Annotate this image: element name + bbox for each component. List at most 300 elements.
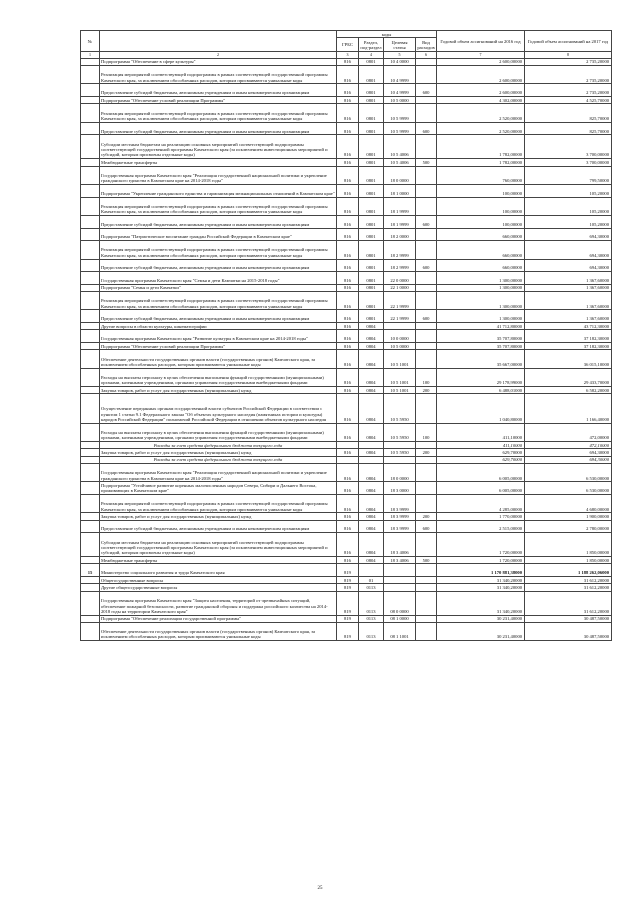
row-target-article: 18 0 0000 [384, 464, 416, 482]
row-number [81, 591, 100, 615]
row-grbs: 816 [337, 122, 359, 135]
row-description: Другие общегосударственные вопросы [100, 584, 337, 591]
row-amount-2017: 3 700,00000 [525, 135, 612, 159]
row-target-article: 18 3 4006 [384, 533, 416, 557]
row-number [81, 584, 100, 591]
row-description: Реализация мероприятий соответствующей подпрограммы в рамках соответствующей государственной программы Камчатского края, за исключением обособленных расходов, которым присваиваются уникальные коды [100, 197, 337, 215]
row-expense-type: 500 [416, 557, 437, 564]
row-section: 0113 [359, 584, 384, 591]
row-amount-2016: 660,00000 [437, 228, 525, 241]
row-target-article: 10 5 9999 [384, 104, 416, 122]
row-target-article: 08 0 0000 [384, 591, 416, 615]
row-grbs: 816 [337, 557, 359, 564]
row-description: Другие вопросы в области культуры, кинематографии [100, 323, 337, 330]
row-section: 0801 [359, 272, 384, 285]
table-row [81, 104, 612, 122]
row-number [81, 284, 100, 291]
row-amount-2016: 1 782,00000 [437, 135, 525, 159]
table-row [81, 482, 612, 495]
row-amount-2017: 6 530,00000 [525, 464, 612, 482]
row-description: Предоставление субсидий бюджетным, автономным учреждениям и иным некоммерческим организациям [100, 259, 337, 272]
row-section: 0801 [359, 197, 384, 215]
row-section: 0801 [359, 310, 384, 323]
row-grbs: 816 [337, 197, 359, 215]
row-expense-type [416, 584, 437, 591]
row-number [81, 323, 100, 330]
row-amount-2016: 4 285,00000 [437, 495, 525, 513]
row-amount-2017: 31 612,20000 [525, 591, 612, 615]
row-number [81, 456, 100, 463]
row-grbs: 819 [337, 591, 359, 615]
row-number [81, 259, 100, 272]
row-amount-2017: 31 612,20000 [525, 584, 612, 591]
row-description: Межбюджетные трансферты [100, 159, 337, 166]
row-number [81, 58, 100, 65]
row-number [81, 197, 100, 215]
row-target-article: 18 1 0000 [384, 184, 416, 197]
row-expense-type [416, 184, 437, 197]
header-grbs: ГРБС [337, 38, 359, 52]
row-amount-2016: 1 300,00000 [437, 292, 525, 310]
row-number [81, 184, 100, 197]
row-amount-2016: 660,00000 [437, 259, 525, 272]
row-number [81, 310, 100, 323]
column-index: 4 [359, 52, 384, 59]
table-row [81, 387, 612, 394]
row-amount-2016: 1 720,00000 [437, 557, 525, 564]
row-section: 0801 [359, 228, 384, 241]
header-name [100, 31, 337, 52]
table-row [81, 449, 612, 456]
row-number [81, 350, 100, 368]
row-amount-2017: 30 487,50000 [525, 615, 612, 622]
row-target-article: 10 5 9999 [384, 122, 416, 135]
table-row [81, 197, 612, 215]
row-description: Предоставление субсидий бюджетным, автономным учреждениям и иным некоммерческим организациям [100, 122, 337, 135]
row-expense-type: 100 [416, 368, 437, 386]
column-index: 3 [337, 52, 359, 59]
row-amount-2016: 1 300,00000 [437, 284, 525, 291]
row-section: 0804 [359, 557, 384, 564]
table-row [81, 330, 612, 343]
row-number [81, 272, 100, 285]
row-grbs: 816 [337, 449, 359, 456]
row-section: 01 [359, 577, 384, 584]
row-expense-type [416, 591, 437, 615]
row-amount-2016: 31 340,20000 [437, 577, 525, 584]
row-grbs: 816 [337, 241, 359, 259]
row-expense-type: 600 [416, 259, 437, 272]
row-amount-2017: 1 188 262,06000 [525, 564, 612, 577]
row-description: Осуществление переданных органам государственной власти субъектов Российской Федерации в соответствии с пунктом 1 статьи 9.1 Федерального закона "Об объектах культурного наследия (памятниках истории и культуры) народов Российской Федерации" полномочий Российской Федерации в отношении объектов культурного наследия [100, 394, 337, 424]
row-grbs: 816 [337, 368, 359, 386]
row-amount-2016: 41 712,80000 [437, 323, 525, 330]
row-amount-2017: 1 850,00000 [525, 533, 612, 557]
row-grbs: 816 [337, 104, 359, 122]
table-row [81, 323, 612, 330]
row-expense-type [416, 330, 437, 343]
row-target-article: 10 5 4006 [384, 135, 416, 159]
row-description: Предоставление субсидий бюджетным, автономным учреждениям и иным некоммерческим организациям [100, 520, 337, 533]
row-amount-2017: 694,30000 [525, 228, 612, 241]
row-number [81, 66, 100, 84]
row-grbs: 816 [337, 259, 359, 272]
row-amount-2016: 35 707,80000 [437, 343, 525, 350]
row-target-article: 18 1 9999 [384, 197, 416, 215]
row-target-article [384, 442, 416, 449]
row-amount-2017: 36 015,10000 [525, 350, 612, 368]
row-section: 0113 [359, 615, 384, 622]
row-target-article [384, 584, 416, 591]
row-target-article: 10 5 0000 [384, 343, 416, 350]
row-amount-2016: 660,00000 [437, 241, 525, 259]
column-index: 6 [416, 52, 437, 59]
table-row [81, 58, 612, 65]
row-number [81, 228, 100, 241]
row-description: Подпрограмма "Обеспечение реализации государственной программы" [100, 615, 337, 622]
row-number [81, 615, 100, 622]
row-target-article: 10 5 5950 [384, 423, 416, 441]
budget-table [80, 30, 612, 641]
row-description: Субсидии местным бюджетам на реализацию основных мероприятий соответствующей подпрограммы соответствующей государственной программы Камчатского края (за исключением инвестиционных мероприятий и субсидий, которым присвоены отдельные коды) [100, 533, 337, 557]
row-number [81, 423, 100, 441]
table-row [81, 272, 612, 285]
row-expense-type [416, 135, 437, 159]
row-amount-2016: 2 600,00000 [437, 84, 525, 97]
row-description: Подпрограмма "Устойчивое развитие коренных малочисленных народов Севера, Сибири и Дальнего Востока, проживающих в Камчатском крае" [100, 482, 337, 495]
column-index: 1 [81, 52, 100, 59]
row-grbs: 816 [337, 533, 359, 557]
row-description: Обеспечение деятельности государственных органов власти (государственных органов) Камчатского края, за исключением обособленных расходов, которым присваиваются уникальные коды [100, 622, 337, 640]
row-expense-type: 600 [416, 520, 437, 533]
row-amount-2017: 694,30000 [525, 456, 612, 463]
table-body [81, 58, 612, 640]
row-amount-2016: 1 040,80000 [437, 394, 525, 424]
row-grbs: 816 [337, 159, 359, 166]
row-grbs: 816 [337, 66, 359, 84]
row-amount-2017: 1 900,00000 [525, 513, 612, 520]
row-section: 0801 [359, 84, 384, 97]
row-expense-type [416, 577, 437, 584]
row-description: Подпрограмма "Обеспечение условий реализации Программы" [100, 343, 337, 350]
row-section: 0113 [359, 591, 384, 615]
row-description: Подпрограмма "Обеспечение в сфере культуры" [100, 58, 337, 65]
row-target-article: 18 3 4006 [384, 557, 416, 564]
row-amount-2016: 1 782,00000 [437, 159, 525, 166]
row-expense-type [416, 97, 437, 104]
row-target-article: 18 2 9999 [384, 259, 416, 272]
row-amount-2017: 825,70000 [525, 122, 612, 135]
row-amount-2017: 1 367,60000 [525, 272, 612, 285]
row-expense-type: 600 [416, 122, 437, 135]
row-description: Межбюджетные трансферты [100, 557, 337, 564]
row-amount-2017: 37 182,30000 [525, 343, 612, 350]
row-number [81, 343, 100, 350]
row-grbs: 816 [337, 84, 359, 97]
row-section: 0801 [359, 292, 384, 310]
row-amount-2016: 629,70000 [437, 449, 525, 456]
table-row [81, 513, 612, 520]
row-target-article: 10 4 9999 [384, 84, 416, 97]
row-section: 0801 [359, 159, 384, 166]
row-expense-type [416, 58, 437, 65]
row-expense-type: 200 [416, 387, 437, 394]
header-2016: Годовой объем ассигнований на 2016 год [437, 31, 525, 52]
row-amount-2016: 1 300,00000 [437, 310, 525, 323]
row-expense-type [416, 323, 437, 330]
row-section: 0804 [359, 330, 384, 343]
row-description: Государственная программа Камчатского края "Семья и дети Камчатки на 2015-2018 годы" [100, 272, 337, 285]
row-amount-2017: 6 582,20000 [525, 387, 612, 394]
row-number [81, 495, 100, 513]
table-row [81, 423, 612, 441]
row-expense-type [416, 166, 437, 184]
row-grbs [337, 456, 359, 463]
row-description: Реализация мероприятий соответствующей подпрограммы в рамках соответствующей государственной программы Камчатского края, за исключением обособленных расходов, которым присваиваются уникальные коды [100, 292, 337, 310]
row-amount-2016: 1 770,00000 [437, 513, 525, 520]
row-grbs: 816 [337, 166, 359, 184]
row-number [81, 166, 100, 184]
row-section: 0804 [359, 464, 384, 482]
row-expense-type: 600 [416, 215, 437, 228]
column-index: 8 [525, 52, 612, 59]
row-section: 0804 [359, 368, 384, 386]
row-expense-type [416, 104, 437, 122]
row-expense-type [416, 197, 437, 215]
row-section: 0801 [359, 58, 384, 65]
row-expense-type [416, 456, 437, 463]
row-amount-2017: 825,70000 [525, 104, 612, 122]
column-index: 7 [437, 52, 525, 59]
row-grbs: 816 [337, 330, 359, 343]
row-amount-2016: 2 515,00000 [437, 520, 525, 533]
row-number [81, 368, 100, 386]
budget-table-sheet [80, 30, 611, 641]
row-expense-type [416, 482, 437, 495]
row-grbs: 816 [337, 394, 359, 424]
table-row [81, 228, 612, 241]
row-number [81, 330, 100, 343]
row-amount-2017: 105,20000 [525, 215, 612, 228]
row-expense-type: 600 [416, 310, 437, 323]
row-target-article: 18 3 9999 [384, 495, 416, 513]
row-target-article: 10 5 1001 [384, 387, 416, 394]
row-grbs: 819 [337, 577, 359, 584]
row-number [81, 387, 100, 394]
row-description: Подпрограмма "Семья и дети Камчатки" [100, 284, 337, 291]
row-expense-type [416, 343, 437, 350]
row-expense-type [416, 394, 437, 424]
row-number [81, 122, 100, 135]
table-row [81, 584, 612, 591]
row-section: 0804 [359, 323, 384, 330]
row-amount-2016: 760,00000 [437, 166, 525, 184]
row-target-article: 18 2 9999 [384, 241, 416, 259]
row-grbs: 816 [337, 520, 359, 533]
row-target-article [384, 577, 416, 584]
table-row [81, 241, 612, 259]
row-amount-2017: 37 182,30000 [525, 330, 612, 343]
row-amount-2017: 30 487,50000 [525, 622, 612, 640]
row-section: 0801 [359, 166, 384, 184]
row-expense-type [416, 228, 437, 241]
row-expense-type: 100 [416, 423, 437, 441]
row-amount-2016: 2 600,00000 [437, 58, 525, 65]
row-description: Предоставление субсидий бюджетным, автономным учреждениям и иным некоммерческим организациям [100, 310, 337, 323]
row-description: Субсидии местным бюджетам на реализацию основных мероприятий соответствующей подпрограммы соответствующей государственной программы Камчатского края (за исключением инвестиционных мероприятий и субсидий, которым присвоены отдельные коды) [100, 135, 337, 159]
row-amount-2016: 30 231,40000 [437, 615, 525, 622]
row-amount-2016: 411,10000 [437, 423, 525, 441]
row-number [81, 482, 100, 495]
row-grbs: 819 [337, 584, 359, 591]
row-number [81, 292, 100, 310]
table-row [81, 615, 612, 622]
table-row [81, 292, 612, 310]
header-2017: Годовой объем ассигнований на 2017 год [525, 31, 612, 52]
row-target-article: 10 5 5950 [384, 449, 416, 456]
row-section: 0801 [359, 66, 384, 84]
row-description: Реализация мероприятий соответствующей подпрограммы в рамках соответствующей государственной программы Камчатского края, за исключением обособленных расходов, которым присваиваются уникальные коды [100, 241, 337, 259]
row-description: Закупка товаров, работ и услуг для государственных (муниципальных) нужд [100, 513, 337, 520]
row-amount-2017: 694,30000 [525, 449, 612, 456]
row-target-article: 18 1 9999 [384, 215, 416, 228]
table-row [81, 442, 612, 449]
table-row [81, 215, 612, 228]
table-row [81, 564, 612, 577]
row-amount-2017: 1 367,60000 [525, 284, 612, 291]
table-row [81, 122, 612, 135]
row-section: 0801 [359, 122, 384, 135]
table-row [81, 184, 612, 197]
row-number [81, 97, 100, 104]
row-grbs: 816 [337, 343, 359, 350]
row-amount-2016: 100,00000 [437, 184, 525, 197]
row-amount-2017: 3 700,00000 [525, 159, 612, 166]
row-number [81, 557, 100, 564]
row-amount-2016: 4 302,00000 [437, 97, 525, 104]
header-no: № [81, 31, 100, 52]
header-expense-type: Вид расходов [417, 39, 435, 50]
row-target-article: 10 5 1001 [384, 368, 416, 386]
row-grbs: 816 [337, 495, 359, 513]
header-razdel: Раздел, под-раздел [360, 39, 382, 50]
row-grbs: 816 [337, 423, 359, 441]
row-amount-2017: 4 680,00000 [525, 495, 612, 513]
table-row [81, 159, 612, 166]
row-number [81, 104, 100, 122]
row-number [81, 533, 100, 557]
row-target-article: 10 4 0000 [384, 58, 416, 65]
row-amount-2017: 105,20000 [525, 184, 612, 197]
table-row [81, 495, 612, 513]
row-number [81, 520, 100, 533]
row-amount-2016: 2 600,00000 [437, 66, 525, 84]
row-section: 0804 [359, 495, 384, 513]
row-amount-2016: 30 231,40000 [437, 622, 525, 640]
row-description: Подпрограмма "Укрепление гражданского единства и гармонизация межнациональных отношений в Камчатском крае" [100, 184, 337, 197]
row-amount-2016: 35 707,80000 [437, 330, 525, 343]
row-amount-2017: 29 433,70000 [525, 368, 612, 386]
row-target-article: 18 3 0000 [384, 482, 416, 495]
table-row [81, 84, 612, 97]
row-target-article: 08 1 0000 [384, 615, 416, 622]
row-target-article: 10 0 0000 [384, 330, 416, 343]
row-target-article: 18 3 9999 [384, 513, 416, 520]
row-description: Государственная программа Камчатского края "Реализация государственной национальной политики и укрепление гражданского единства в Камчатском крае на 2014-2018 годы" [100, 166, 337, 184]
row-amount-2017: 2 780,00000 [525, 520, 612, 533]
table-row [81, 557, 612, 564]
table-row [81, 591, 612, 615]
row-description: Реализация мероприятий соответствующей подпрограммы в рамках соответствующей государственной программы Камчатского края, за исключением обособленных расходов, которым присваиваются уникальные коды [100, 66, 337, 84]
row-expense-type: 600 [416, 84, 437, 97]
row-section: 0801 [359, 215, 384, 228]
row-section: 0801 [359, 284, 384, 291]
row-amount-2017: 1 166,40000 [525, 394, 612, 424]
row-amount-2017: 472,10000 [525, 442, 612, 449]
table-row [81, 310, 612, 323]
row-expense-type [416, 622, 437, 640]
table-row [81, 350, 612, 368]
row-amount-2017: 2 735,20000 [525, 66, 612, 84]
row-grbs [337, 442, 359, 449]
row-description: Предоставление субсидий бюджетным, автономным учреждениям и иным некоммерческим организациям [100, 215, 337, 228]
row-amount-2016: 31 340,20000 [437, 591, 525, 615]
row-amount-2016: 1 170 881,38000 [437, 564, 525, 577]
header-target: Целевая статья [384, 38, 416, 52]
row-expense-type: 500 [416, 159, 437, 166]
row-section: 0804 [359, 533, 384, 557]
row-grbs: 816 [337, 135, 359, 159]
row-section [359, 564, 384, 577]
row-amount-2016: 35 667,00000 [437, 350, 525, 368]
row-grbs: 816 [337, 482, 359, 495]
table-row [81, 577, 612, 584]
row-description: Реализация мероприятий соответствующей подпрограммы в рамках соответствующей государственной программы Камчатского края, за исключением обособленных расходов, которым присваиваются уникальные коды [100, 495, 337, 513]
row-number [81, 394, 100, 424]
row-expense-type [416, 442, 437, 449]
row-description: Государственная программа Камчатского края "Развитие культуры в Камчатском крае на 2014-2018 годы" [100, 330, 337, 343]
row-grbs: 816 [337, 310, 359, 323]
row-expense-type [416, 272, 437, 285]
row-number [81, 241, 100, 259]
row-section: 0804 [359, 387, 384, 394]
row-description: Подпрограмма "Обеспечение условий реализации Программы" [100, 97, 337, 104]
row-target-article [384, 323, 416, 330]
row-amount-2017: 2 735,20000 [525, 58, 612, 65]
row-amount-2017: 43 712,30000 [525, 323, 612, 330]
row-grbs: 816 [337, 184, 359, 197]
row-amount-2016: 100,00000 [437, 197, 525, 215]
row-amount-2016: 29 178,99000 [437, 368, 525, 386]
row-expense-type [416, 350, 437, 368]
row-target-article: 08 1 1001 [384, 622, 416, 640]
row-amount-2017: 694,30000 [525, 241, 612, 259]
row-section: 0804 [359, 423, 384, 441]
row-grbs: 816 [337, 513, 359, 520]
row-number [81, 159, 100, 166]
row-grbs: 816 [337, 350, 359, 368]
row-description: Расходы на выплаты персоналу в целях обеспечения выполнения функций государственными (муниципальными) органами, казенными учреждениями, органами управления государственными внебюджетными фондами [100, 368, 337, 386]
row-section: 0801 [359, 259, 384, 272]
row-target-article: 10 4 9999 [384, 66, 416, 84]
row-grbs: 816 [337, 215, 359, 228]
row-expense-type [416, 241, 437, 259]
row-description: Предоставление субсидий бюджетным, автономным учреждениям и иным некоммерческим организациям [100, 84, 337, 97]
table-row [81, 343, 612, 350]
row-description: Государственная программа Камчатского края "Защита населения, территорий от чрезвычайных ситуаций, обеспечение пожарной безопасности, развитие гражданской обороны и поддержка российского казачества на 2014-2018 годы на территории Камчатского края" [100, 591, 337, 615]
row-amount-2017: 105,20000 [525, 197, 612, 215]
row-section: 0804 [359, 394, 384, 424]
